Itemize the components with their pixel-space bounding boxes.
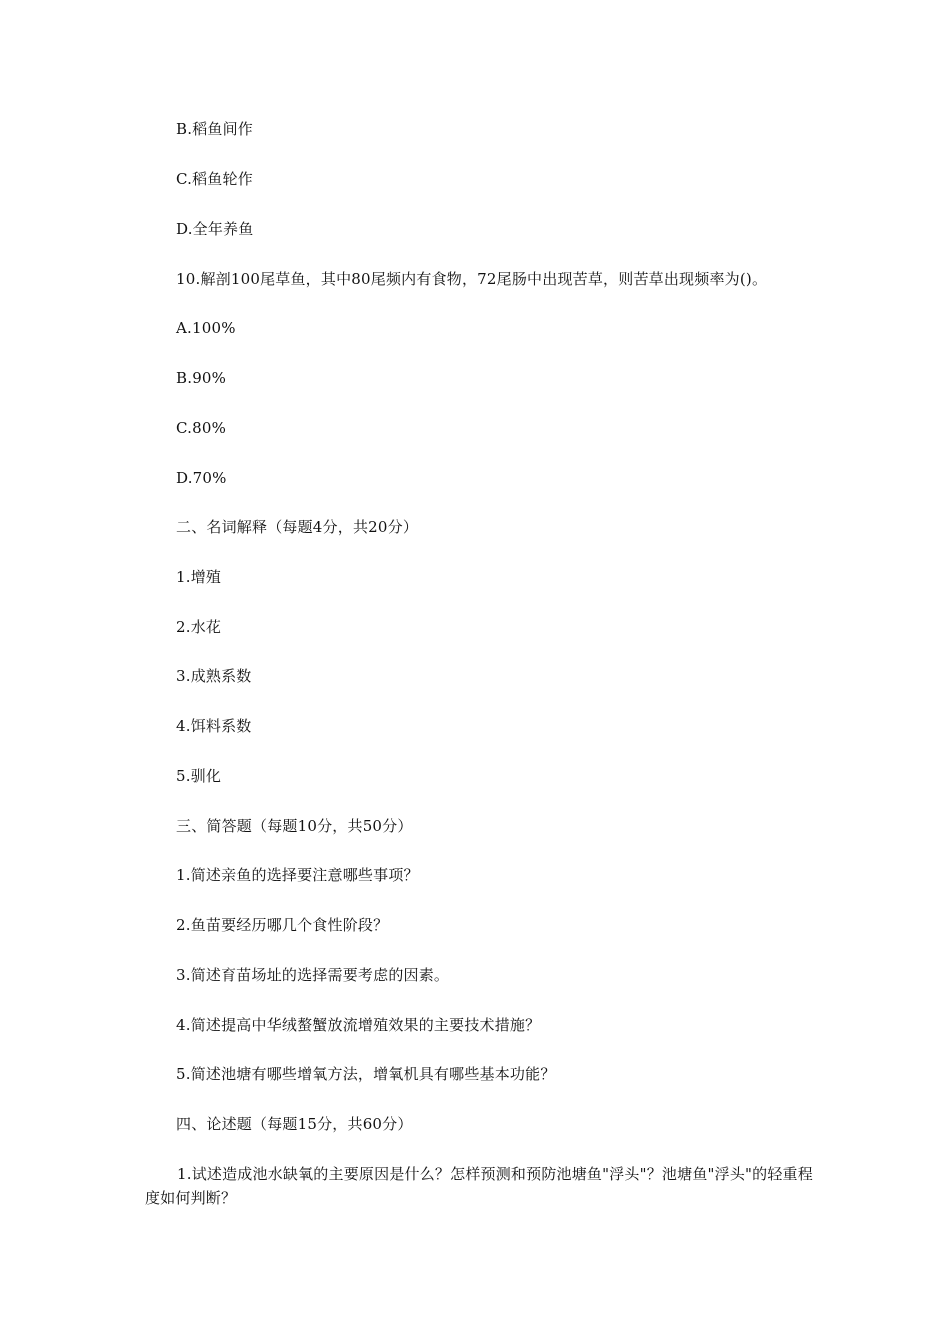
term-1: 1.增殖 [176, 568, 222, 586]
option-a-100: A.100% [176, 319, 236, 337]
option-b-rice-fish-intercrop: B.稻鱼间作 [176, 120, 253, 138]
term-2: 2.水花 [176, 618, 222, 636]
question-10: 10.解剖100尾草鱼，其中80尾频内有食物，72尾肠中出现苦草，则苦草出现频率为()。 [176, 270, 768, 288]
option-d-year-round-fish: D.全年养鱼 [176, 220, 254, 238]
term-5: 5.驯化 [176, 767, 222, 785]
short-answer-5: 5.简述池塘有哪些增氧方法，增氧机具有哪些基本功能？ [176, 1065, 556, 1083]
option-d-70: D.70% [176, 469, 227, 487]
section-3-heading: 三、简答题（每题10分，共50分） [176, 817, 413, 835]
short-answer-2: 2.鱼苗要经历哪几个食性阶段？ [176, 916, 389, 934]
term-3: 3.成熟系数 [176, 667, 252, 685]
term-4: 4.饵料系数 [176, 717, 252, 735]
option-c-rice-fish-rotation: C.稻鱼轮作 [176, 170, 253, 188]
short-answer-4: 4.简述提高中华绒螯蟹放流增殖效果的主要技术措施？ [176, 1016, 541, 1034]
short-answer-1: 1.简述亲鱼的选择要注意哪些事项？ [176, 866, 419, 884]
short-answer-3: 3.简述育苗场址的选择需要考虑的因素。 [176, 966, 450, 984]
section-4-heading: 四、论述题（每题15分，共60分） [176, 1115, 413, 1133]
option-c-80: C.80% [176, 419, 227, 437]
section-2-heading: 二、名词解释（每题4分，共20分） [176, 518, 419, 536]
option-b-90: B.90% [176, 369, 227, 387]
essay-question-1: 1.试述造成池水缺氧的主要原因是什么？怎样预测和预防池塘鱼"浮头"？池塘鱼"浮头"的轻重程度如何判断？ [145, 1165, 813, 1207]
